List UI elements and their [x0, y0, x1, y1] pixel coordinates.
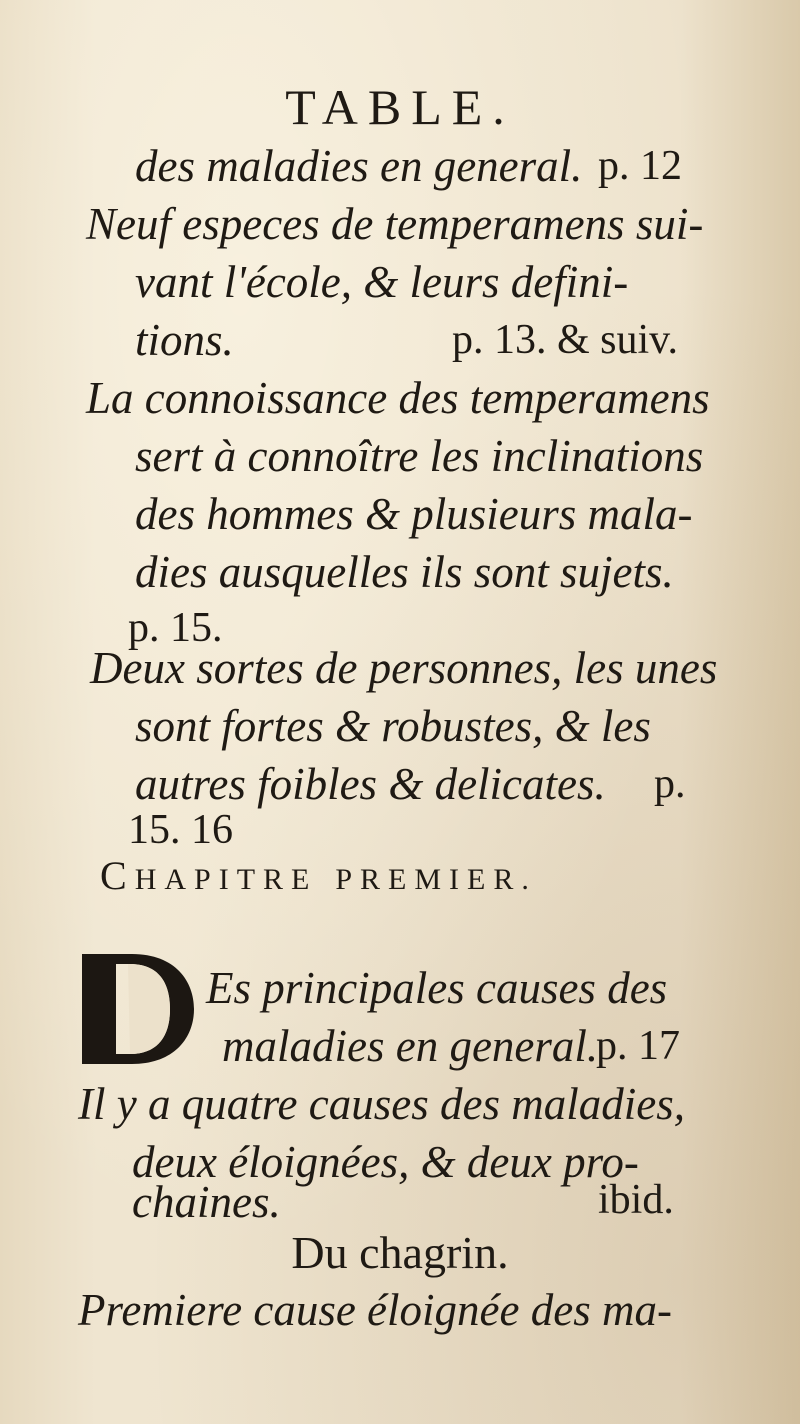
entry-text: La connoissance des temperamens [86, 373, 710, 423]
section-heading: Du chagrin. [291, 1227, 509, 1278]
entry-text: autres foibles & delicates. [135, 759, 606, 809]
entry-text: vant l'école, & leurs defini- [135, 257, 629, 307]
chapter-page-ref: ibid. [598, 1177, 674, 1223]
entry-text: dies ausquelles ils sont sujets. [135, 547, 674, 597]
chapter-entry-text: Il y a quatre causes des maladies, [78, 1079, 685, 1129]
entry-text: Deux sortes de personnes, les unes [90, 643, 718, 693]
chapter-title-word: HAPITRE [134, 863, 318, 896]
entry-text: Neuf especes de temperamens sui- [86, 199, 704, 249]
page-header-title: TABLE. [285, 79, 515, 135]
chapter-entry-text: Es principales causes des [206, 963, 668, 1013]
entry-page-ref: p. 15. [128, 605, 223, 651]
entry-text: des maladies en general. [135, 141, 583, 191]
chapter-entry-text: Premiere cause éloignée des ma- [78, 1285, 672, 1335]
entry-page-ref: p. 12 [598, 143, 682, 189]
chapter-entry-text: deux éloignées, & deux pro- [132, 1137, 639, 1187]
chapter-entry-text: chaines. [132, 1177, 281, 1227]
entry-text: tions. [135, 315, 234, 365]
chapter-page-ref: p. 17 [596, 1023, 680, 1069]
entry-page-ref: p. [654, 761, 686, 807]
chapter-title-initial-2: P [335, 863, 361, 896]
dropcap-d-ornament [80, 950, 198, 1068]
entry-page-ref: p. 13. & suiv. [452, 317, 678, 363]
entry-text: sert à connoître les inclinations [135, 431, 704, 481]
entry-text: des hommes & plusieurs mala- [135, 489, 693, 539]
entry-page-ref: 15. 16 [128, 807, 233, 853]
chapter-title-initial: C [100, 853, 135, 898]
chapter-entry-text: maladies en general. [222, 1021, 599, 1071]
chapter-title [100, 852, 537, 899]
chapter-title-word-2: REMIER. [360, 863, 537, 896]
entry-text: sont fortes & robustes, & les [135, 701, 651, 751]
